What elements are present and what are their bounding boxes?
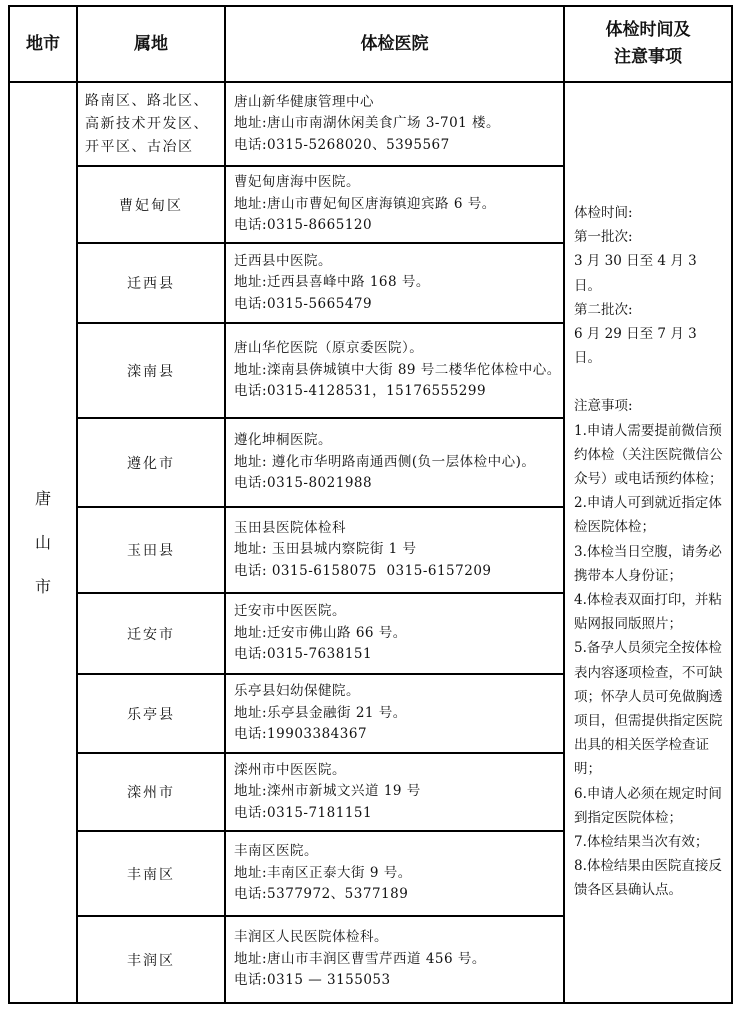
hospital-name: 迁安市中医医院。 [234, 603, 346, 620]
header-row [9, 6, 732, 82]
hospital-address: 地址:乐亭县金融街 21 号。 [234, 704, 407, 721]
region-cell [77, 82, 225, 166]
region-cell: 玉田县 [77, 507, 225, 593]
batch1-label: 第一批次: [574, 229, 633, 246]
city-char: 市 [34, 576, 51, 596]
notice-item: 6.申请人必须在规定时间到指定医院体检； [574, 785, 722, 826]
notice-item: 3.体检当日空腹，请务必携带本人身份证； [574, 543, 722, 584]
region-line: 路南区、路北区、 [85, 92, 209, 109]
region-line: 开平区、古冶区 [85, 138, 194, 155]
region-cell: 迁西县 [77, 243, 225, 323]
hospital-cell [225, 593, 564, 674]
region-cell: 曹妃甸区 [77, 166, 225, 243]
notice-item: 5.备孕人员须完全按体检表内容逐项检查，不可缺项；怀孕人员可免做胸透项目，但需提供指定医院出具的相关医学检查证明； [574, 640, 723, 778]
hospital-phone: 电话:0315-8021988 [234, 475, 373, 492]
notes-cell [564, 82, 732, 1003]
hospital-address: 地址:唐山市曹妃甸区唐海镇迎宾路 6 号。 [234, 195, 496, 212]
header-region: 属地 [77, 6, 225, 82]
hospital-phone: 电话:0315-8665120 [234, 217, 373, 234]
hospital-phone: 电话:0315-5268020、5395567 [234, 136, 450, 153]
exam-time-title: 体检时间: [574, 205, 633, 221]
region-cell: 迁安市 [77, 593, 225, 674]
hospital-address: 地址:唐山市丰润区曹雪芹西道 456 号。 [234, 950, 486, 967]
hospital-cell [225, 507, 564, 593]
region-cell: 滦州市 [77, 753, 225, 831]
region-cell: 滦南县 [77, 323, 225, 418]
notice-item: 7.体检结果当次有效； [574, 834, 709, 851]
hospital-cell [225, 323, 564, 418]
hospital-address: 地址:滦南县倴城镇中大街 89 号二楼华佗体检中心。 [234, 361, 561, 378]
header-hospital: 体检医院 [225, 6, 564, 82]
notice-item: 2.申请人可到就近指定体检医院体检； [574, 495, 722, 536]
hospital-address: 地址:唐山市南湖休闲美食广场 3-701 楼。 [234, 115, 501, 132]
region-line: 高新技术开发区、 [85, 115, 209, 132]
notice-item: 4.体检表双面打印，并粘贴网报同版照片； [574, 592, 722, 633]
hospital-address: 地址:迁西县喜峰中路 168 号。 [234, 274, 430, 291]
city-char: 唐 [34, 488, 51, 508]
city-char: 山 [34, 532, 51, 552]
hospital-cell [225, 674, 564, 753]
hospital-table [8, 5, 733, 1004]
hospital-address: 地址:迁安市佛山路 66 号。 [234, 624, 407, 641]
hospital-phone: 电话:0315 — 3155053 [234, 972, 391, 989]
hospital-cell [225, 753, 564, 831]
hospital-address: 地址:丰南区正泰大街 9 号。 [234, 864, 412, 881]
hospital-address: 地址: 遵化市华明路南通西侧(负一层体检中心)。 [234, 453, 536, 470]
hospital-name: 唐山华佗医院（原京委医院）。 [234, 340, 424, 357]
hospital-name: 曹妃甸唐海中医院。 [234, 174, 360, 191]
hospital-address: 地址:滦州市新城文兴道 19 号 [234, 783, 421, 800]
hospital-cell [225, 243, 564, 323]
hospital-cell [225, 916, 564, 1003]
table-row [9, 82, 732, 166]
header-city: 地市 [9, 6, 77, 82]
region-cell: 遵化市 [77, 418, 225, 507]
notice-item: 8.体检结果由医院直接反馈各区县确认点。 [574, 858, 722, 899]
hospital-phone: 电话:0315-5665479 [234, 295, 373, 312]
region-cell: 丰润区 [77, 916, 225, 1003]
header-notes-line2: 注意事项 [614, 47, 682, 67]
city-cell [9, 82, 77, 1003]
hospital-address: 地址: 玉田县城内察院街 1 号 [234, 541, 417, 558]
hospital-phone: 电话:0315-7181151 [234, 804, 373, 821]
batch1-dates: 3 月 30 日至 4 月 3 日。 [574, 253, 697, 294]
region-cell: 丰南区 [77, 831, 225, 916]
hospital-cell [225, 166, 564, 243]
hospital-name: 丰南区医院。 [234, 843, 318, 860]
hospital-name: 迁西县中医院。 [234, 252, 332, 269]
hospital-phone: 电话:0315-4128531，15176555299 [234, 383, 487, 400]
hospital-phone: 电话: 0315-6158075 0315-6157209 [234, 562, 492, 579]
hospital-cell [225, 82, 564, 166]
hospital-name: 玉田县医院体检科 [234, 519, 346, 536]
hospital-cell [225, 831, 564, 916]
hospital-phone: 电话:19903384367 [234, 726, 368, 743]
notice-item: 1.申请人需要提前微信预约体检（关注医院微信公众号）或电话预约体检； [574, 422, 723, 488]
hospital-phone: 电话:5377972、5377189 [234, 886, 409, 903]
hospital-name: 遵化坤桐医院。 [234, 432, 332, 449]
hospital-name: 唐山新华健康管理中心 [234, 93, 374, 110]
hospital-cell [225, 418, 564, 507]
header-notes-line1: 体检时间及 [605, 20, 691, 40]
hospital-phone: 电话:0315-7638151 [234, 646, 373, 663]
batch2-label: 第二批次: [574, 301, 633, 318]
notice-title: 注意事项: [574, 398, 633, 415]
hospital-name: 丰润区人民医院体检科。 [234, 929, 388, 946]
hospital-name: 乐亭县妇幼保健院。 [234, 683, 360, 700]
hospital-name: 滦州市中医医院。 [234, 761, 346, 778]
header-notes [564, 6, 732, 82]
region-cell: 乐亭县 [77, 674, 225, 753]
batch2-dates: 6 月 29 日至 7 月 3 日。 [574, 326, 697, 367]
